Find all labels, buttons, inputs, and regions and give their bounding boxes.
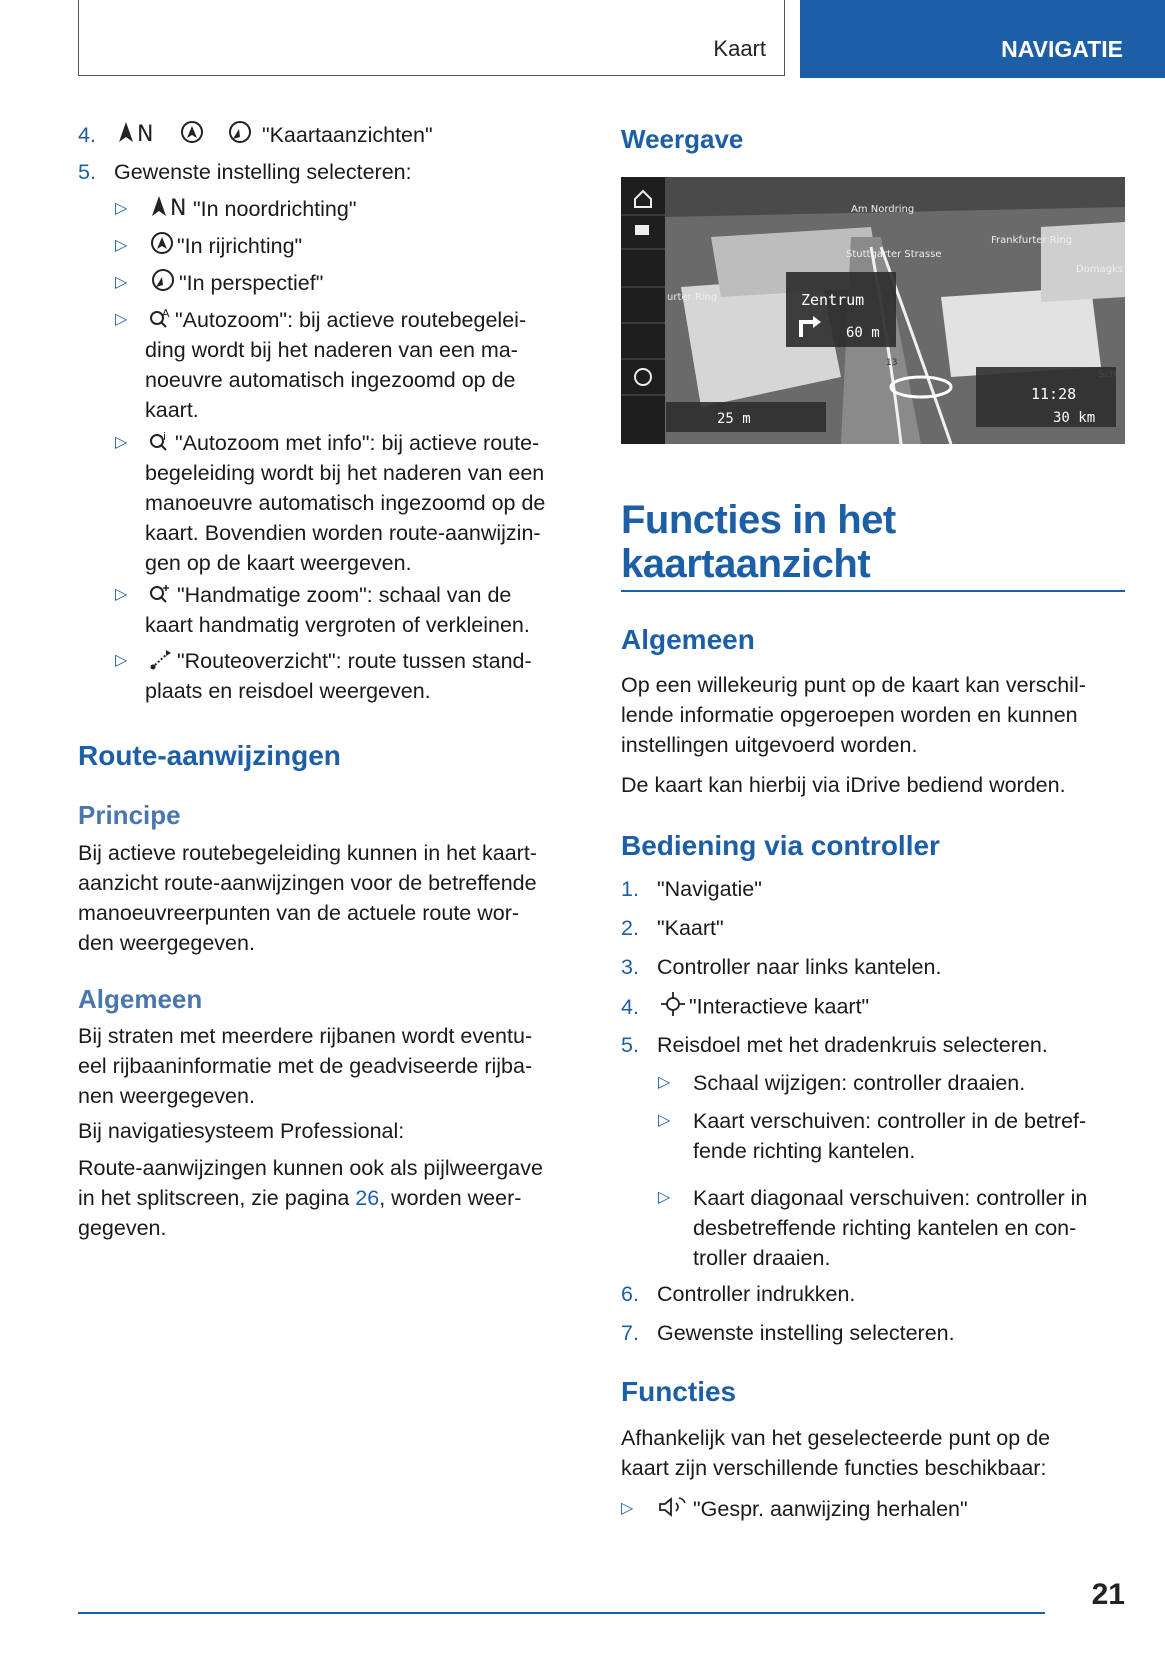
step-4 [78,120,433,152]
footer-rule [78,1612,1045,1614]
functies-text: Afhankelijk van het geselecteerde punt op de kaart zijn verschillende functies beschikbaar: [621,1426,1051,1480]
map-street-1: Am Nordring [851,204,915,215]
bullet-text: "In rijrichting" [177,234,303,258]
triangle-bullet-icon: ▷ [115,311,128,328]
triangle-bullet-icon: ▷ [115,586,128,603]
map-illustration [621,177,1125,444]
map-eta: 11:28 [1031,385,1077,403]
map-street-5: urter Ring [667,292,718,303]
triangle-bullet-icon: ▷ [115,274,128,291]
professional-text: Bij navigatiesysteem Professional: [78,1119,405,1143]
triangle-bullet-icon: ▷ [115,652,128,669]
crosshair-icon [660,991,686,1025]
algemeen-text: Bij straten met meerdere rijbanen wordt eventu- eel rijbaaninformatie met de geadviseerde rijba- nen weergegeven. [78,1024,533,1108]
step-text: "Kaartaanzichten" [261,123,433,147]
svg-text:A: A [162,307,170,320]
heading-up-icon [180,120,204,152]
svg-text:N: N [170,196,187,219]
bullet-text: "Handmatige zoom": schaal van de kaart handmatig vergroten of verkleinen. [145,583,530,637]
repeat-announcement-icon [657,1495,687,1527]
heading-up-icon [150,231,174,263]
page-number: 21 [1091,1578,1125,1611]
triangle-bullet-icon: ▷ [658,1112,671,1129]
triangle-bullet-icon: ▷ [115,200,128,217]
header-box [78,0,785,76]
perspective-icon [227,120,253,152]
map-street-4: Domagks [1076,264,1124,275]
map-maneuver-distance: 60 m [846,325,880,341]
ctrl-step-2: 2. "Kaart" [621,916,724,940]
triangle-bullet-icon: ▷ [658,1074,671,1091]
heading-functies-kaartaanzicht: Functies in het kaartaanzicht [621,498,896,586]
algemeen-right-text-1: Op een willekeurig punt op de kaart kan verschil- lende informatie opgeroepen worden en kunnen instellingen uitgevoerd worden. [621,673,1086,757]
ctrl-step-7: 7. Gewenste instelling selecteren. [621,1321,955,1345]
heading-algemeen-right: Algemeen [621,624,755,655]
bullet-text: "In noordrichting" [193,197,357,221]
heading-route-aanwijzingen: Route-aanwijzingen [78,740,341,771]
splitscreen-text: Route-aanwijzingen kunnen ook als pijlweergave in het splitscreen, zie pagina 26, worden weer- gegeven. [78,1156,543,1240]
section-label: Kaart [713,36,766,61]
map-street-3: Stuttgarter Strasse [846,249,942,260]
bullet-text: "In perspectief" [179,271,324,295]
map-remaining: 30 km [1053,410,1096,426]
triangle-bullet-icon: ▷ [658,1189,671,1206]
navigation-map-screenshot [621,177,1125,444]
triangle-bullet-icon: ▷ [621,1500,634,1517]
ctrl-step-1: 1. "Navigatie" [621,877,762,901]
step-number: 5. [78,160,96,184]
ctrl-step-6: 6. Controller indrukken. [621,1282,856,1306]
algemeen-right-text-2: De kaart kan hierbij via iDrive bediend worden. [621,773,1066,797]
chapter-tab [800,0,1165,78]
bullet-text: "Autozoom": bij actieve routebegelei- ding wordt bij het naderen van een ma- noeuvre automatisch ingezoomd op de kaart. [145,308,527,422]
map-street-6: Sch [1098,369,1117,380]
step-text: Gewenste instelling selecteren: [114,160,412,184]
bullet-text: "Autozoom met info": bij actieve route- begeleiding wordt bij het naderen van een manoeuvre automatisch ingezoomd op de kaart. Bovendien worden route-aanwijzin- gen op de kaart weergeven. [145,431,546,575]
principe-text: Bij actieve routebegeleiding kunnen in het kaart- aanzicht route-aanwijzingen voor de betreffende manoeuvreerpunten van de actuele route wor- den weergegeven. [78,841,537,955]
map-road-number: 13 [886,358,898,368]
heading-principe: Principe [78,800,181,830]
map-scale: 25 m [717,411,751,427]
heading-algemeen-left: Algemeen [78,984,203,1014]
map-maneuver-street: Zentrum [801,291,865,309]
svg-text:i: i [163,430,167,443]
heading-functies: Functies [621,1376,737,1407]
ctrl-step-3: 3. Controller naar links kantelen. [621,955,942,979]
perspective-icon [150,268,176,300]
north-up-icon [117,120,157,152]
step-number: 4. [78,123,96,147]
bullet-text: "Routeoverzicht": route tussen stand- plaats en reisdoel weergeven. [145,649,532,703]
step-5 [78,157,412,187]
north-up-icon [150,194,190,226]
ctrl-step-5: 5. Reisdoel met het dradenkruis selecteren. [621,1033,1048,1057]
heading-divider [621,590,1125,592]
triangle-bullet-icon: ▷ [115,237,128,254]
heading-weergave: Weergave [621,124,744,154]
map-street-2: Frankfurter Ring [991,235,1073,246]
chapter-label: NAVIGATIE [1001,36,1123,62]
svg-text:N: N [137,122,154,145]
ctrl-step-4: 4. "Interactieve kaart" [621,991,869,1025]
heading-bediening: Bediening via controller [621,830,940,861]
page-link[interactable]: 26 [355,1186,380,1210]
triangle-bullet-icon: ▷ [115,434,128,451]
